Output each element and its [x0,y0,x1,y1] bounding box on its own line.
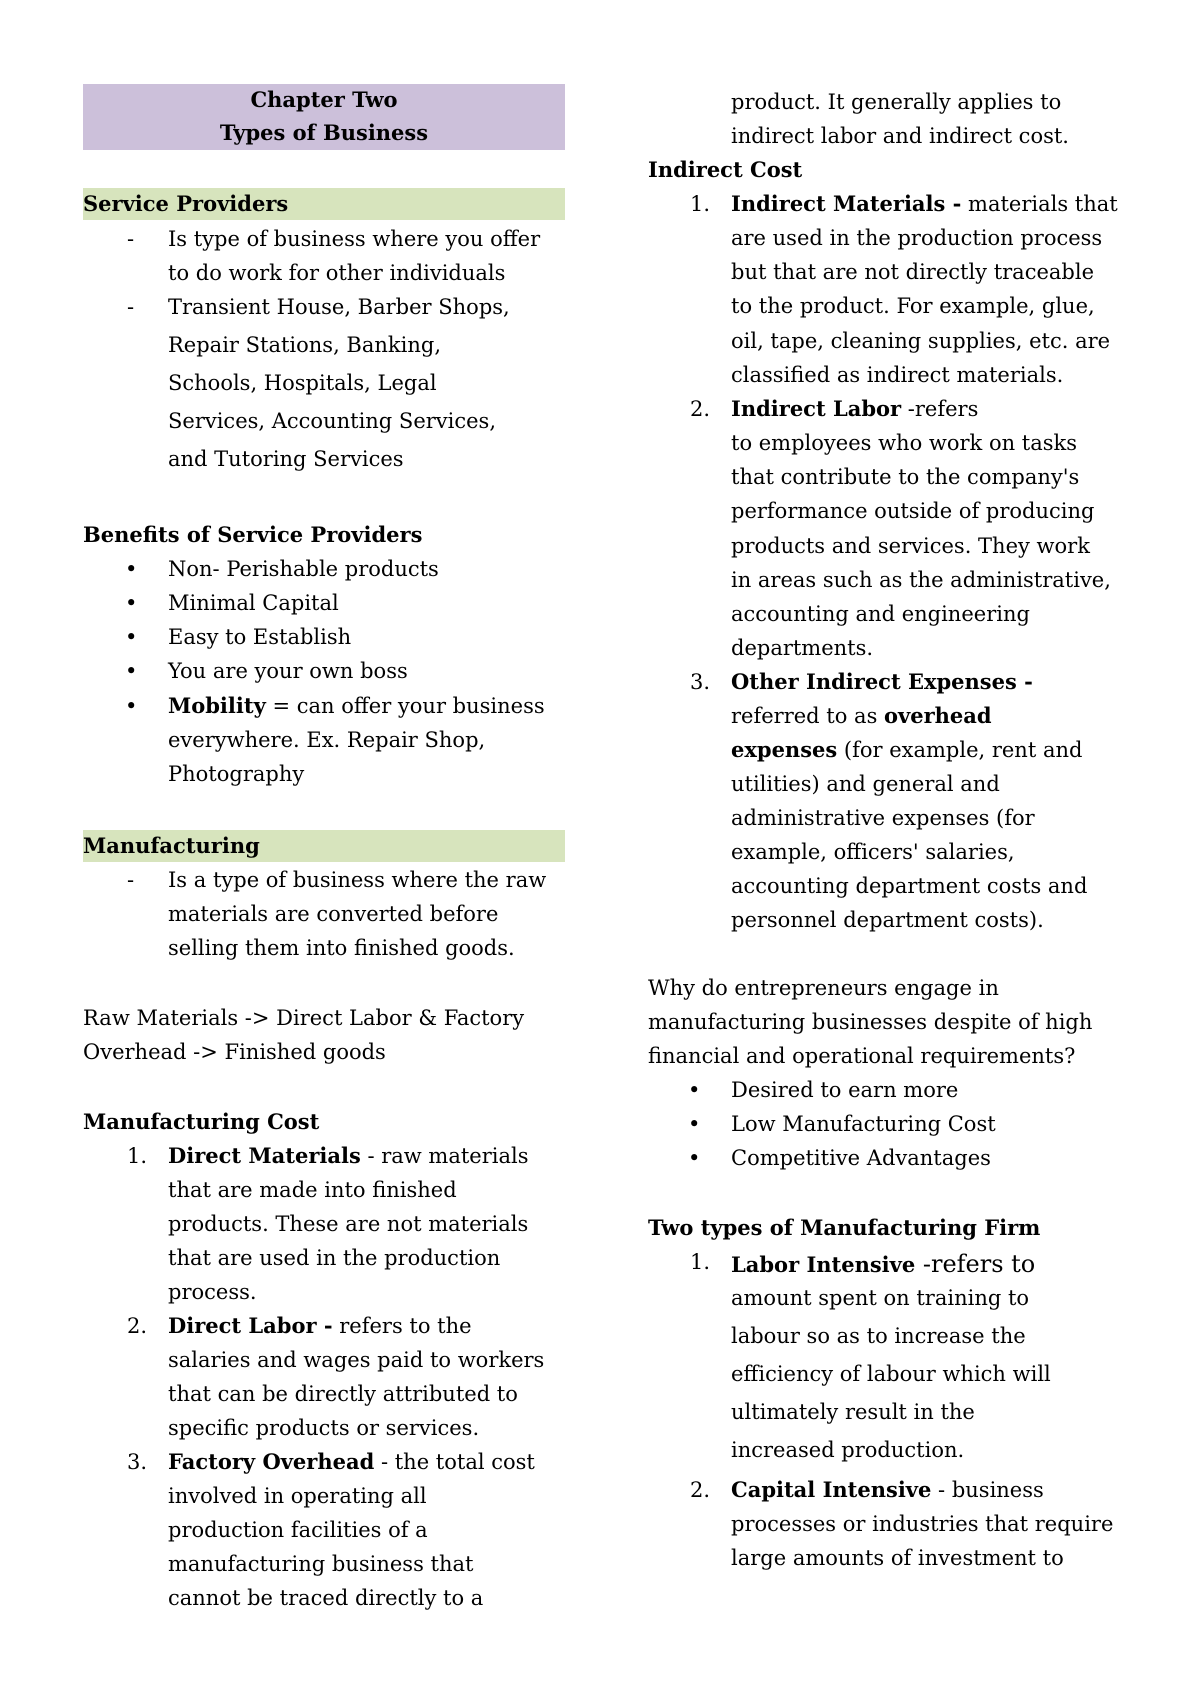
list-item-line: Services, Accounting Services, [168,409,497,433]
list-number: 1. [690,1250,711,1274]
list-item-line: cannot be traced directly to a [168,1586,484,1610]
list-item-line: departments. [731,636,874,660]
list-item-line: everywhere. Ex. Repair Shop, [168,728,486,752]
list-item-line: oil, tape, cleaning supplies, etc. are [731,329,1111,353]
list-item [731,187,1118,221]
list-item-line [731,699,992,733]
list-item-line: products. These are not materials [168,1212,529,1236]
list-item: Easy to Establish [168,625,352,649]
bullet-marker: • [688,1078,701,1102]
list-item-line: example, officers' salaries, [731,840,1015,864]
list-item: Low Manufacturing Cost [731,1112,996,1136]
bold-term: overhead [884,703,992,728]
bullet-marker: • [688,1112,701,1136]
list-item-line: processes or industries that require [731,1512,1114,1536]
term-text: -refers to [915,1250,1036,1278]
list-item-line: amount spent on training to [731,1286,1030,1310]
term-text: -refers [901,397,979,421]
list-item: Competitive Advantages [731,1146,991,1170]
list-item [168,1139,529,1173]
list-item-line: efficiency of labour which will [731,1362,1051,1386]
list-item-line: increased production. [731,1438,965,1462]
list-item [731,1245,1035,1283]
list-item-line: production facilities of a [168,1518,428,1542]
list-number: 1. [690,192,711,216]
list-item-line: Transient House, Barber Shops, [168,295,510,319]
list-item-line: and Tutoring Services [168,447,404,471]
list-item-line: administrative expenses (for [731,806,1035,830]
term-text: referred to as [731,704,885,728]
list-item-line: but that are not directly traceable [731,260,1094,284]
list-number: 3. [690,670,711,694]
term-text: - the total cost [374,1450,535,1474]
term-text: refers to the [332,1314,472,1338]
list-item-line [731,733,1082,767]
term: Indirect Labor [731,396,902,421]
flow-line: Overhead -> Finished goods [83,1040,386,1064]
list-item [168,1445,535,1479]
bullet-marker: • [125,591,138,615]
term: Direct Labor - [168,1313,333,1338]
term: Direct Materials [168,1143,361,1168]
list-number: 2. [127,1314,148,1338]
chapter-title: Chapter Two [250,87,398,112]
list-item: You are your own boss [168,659,408,683]
mobility-text: = can offer your business [265,694,545,718]
question-line: Why do entrepreneurs engage in [648,976,999,1000]
list-item-line: Is type of business where you offer [168,227,541,251]
list-item-line: specific products or services. [168,1416,480,1440]
list-item [168,1309,472,1343]
list-item-line: are used in the production process [731,226,1103,250]
term-text: - business [931,1478,1044,1502]
chapter-subtitle: Types of Business [219,120,429,145]
service-providers-heading: Service Providers [83,191,289,216]
chapter-title-box [83,84,565,150]
list-item: Desired to earn more [731,1078,959,1102]
bullet-marker: • [125,557,138,581]
list-item-line: Is a type of business where the raw [168,868,547,892]
list-item: Minimal Capital [168,591,339,615]
bullet-marker: • [125,659,138,683]
list-item [731,1473,1044,1507]
list-item-line: large amounts of investment to [731,1546,1064,1570]
indirect-cost-heading: Indirect Cost [648,157,803,182]
mobility-term: Mobility [168,693,266,718]
list-number: 2. [690,1478,711,1502]
term: Capital Intensive [731,1477,932,1502]
term-text: materials that [961,192,1118,216]
list-item-line: involved in operating all [168,1484,427,1508]
term-text: - raw materials [360,1144,529,1168]
list-item-line: accounting department costs and [731,874,1088,898]
list-item-line: accounting and engineering [731,602,1030,626]
term: Labor Intensive [731,1252,916,1277]
list-item [731,392,978,426]
list-item-line: that contribute to the company's [731,465,1080,489]
term-text: (for example, rent and [837,738,1083,762]
list-number: 1. [127,1144,148,1168]
question-line: manufacturing businesses despite of high [648,1010,1093,1034]
list-item-line: personnel department costs). [731,908,1044,932]
bullet-marker: • [688,1146,701,1170]
dash-marker: - [127,868,135,892]
term: Factory Overhead [168,1449,375,1474]
list-item-line: process. [168,1280,257,1304]
list-item-line: Schools, Hospitals, Legal [168,371,437,395]
list-item-line: Photography [168,762,305,786]
bullet-marker: • [125,625,138,649]
list-item-line: materials are converted before [168,902,499,926]
manufacturing-cost-heading: Manufacturing Cost [83,1109,320,1134]
list-item-line: selling them into finished goods. [168,936,515,960]
list-item-line: ultimately result in the [731,1400,975,1424]
bold-term: expenses [731,737,838,762]
list-item-line: that are made into finished [168,1178,457,1202]
list-item-line: salaries and wages paid to workers [168,1348,545,1372]
list-item-line: classified as indirect materials. [731,363,1064,387]
list-number: 2. [690,397,711,421]
list-item-line: Repair Stations, Banking, [168,333,441,357]
dash-marker: - [127,295,135,319]
list-item-line: that can be directly attributed to [168,1382,518,1406]
list-item-line: to do work for other individuals [168,261,506,285]
term: Indirect Materials - [731,191,962,216]
flow-line: Raw Materials -> Direct Labor & Factory [83,1006,525,1030]
list-item-line: products and services. They work [731,534,1090,558]
question-line: financial and operational requirements? [648,1044,1076,1068]
two-types-heading: Two types of Manufacturing Firm [648,1215,1041,1240]
list-item-line: to employees who work on tasks [731,431,1078,455]
continuation-line: indirect labor and indirect cost. [731,124,1069,148]
list-item [168,689,545,723]
list-item-line: performance outside of producing [731,499,1095,523]
list-item-line: labour so as to increase the [731,1324,1026,1348]
list-number: 3. [127,1450,148,1474]
dash-marker: - [127,227,135,251]
benefits-heading: Benefits of Service Providers [83,522,423,547]
list-item-line: utilities) and general and [731,772,1000,796]
list-item-term: Other Indirect Expenses - [731,669,1033,694]
manufacturing-heading: Manufacturing [83,833,260,858]
list-item: Non- Perishable products [168,557,439,581]
continuation-line: product. It generally applies to [731,90,1062,114]
list-item-line: to the product. For example, glue, [731,294,1095,318]
bullet-marker: • [125,694,138,718]
list-item-line: that are used in the production [168,1246,501,1270]
list-item-line: in areas such as the administrative, [731,568,1111,592]
list-item-line: manufacturing business that [168,1552,474,1576]
